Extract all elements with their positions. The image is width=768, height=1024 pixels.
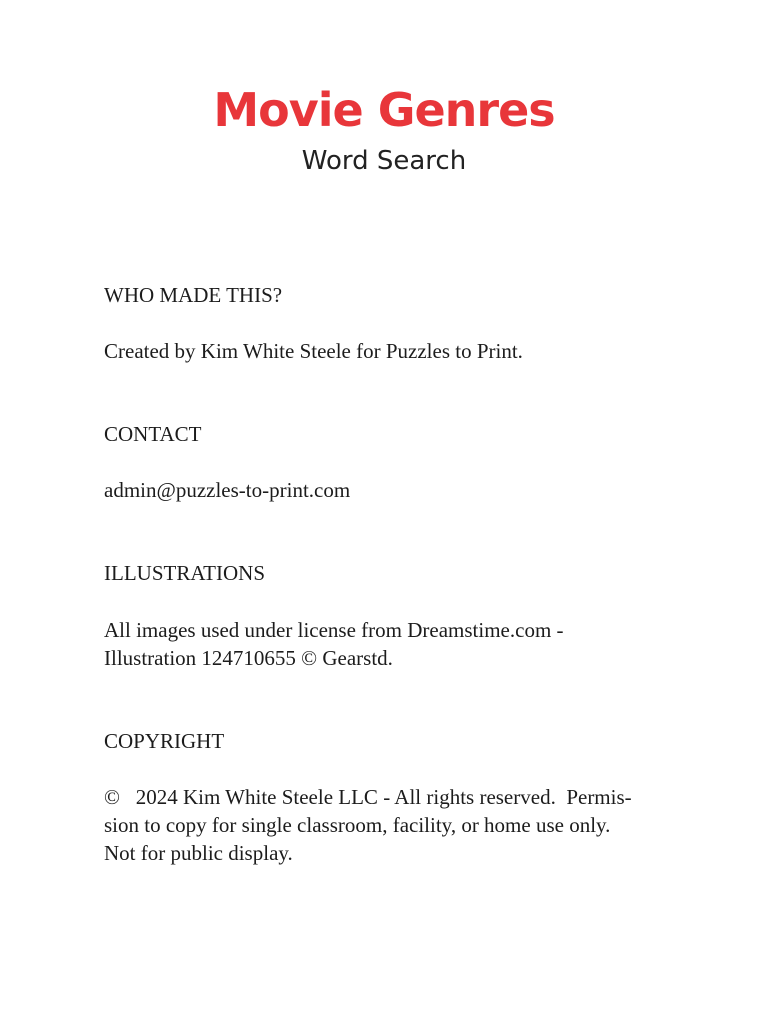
illustrations-text xyxy=(104,616,684,672)
illustrations-line: Illustration 124710655 © Gearstd. xyxy=(104,646,393,670)
copyright-line: Not for public display. xyxy=(104,841,293,865)
contact-email: admin@puzzles-to-print.com xyxy=(104,478,351,502)
illustrations-line: All images used under license from Dreamstime.com - xyxy=(104,618,564,642)
page-subtitle: Word Search xyxy=(301,146,467,176)
copyright-heading: COPYRIGHT xyxy=(104,729,225,753)
contact-heading: CONTACT xyxy=(104,422,202,446)
copyright-text xyxy=(104,783,684,867)
illustrations-heading: ILLUSTRATIONS xyxy=(104,561,265,585)
who-made-this-text: Created by Kim White Steele for Puzzles to Print. xyxy=(104,339,523,363)
copyright-line: © 2024 Kim White Steele LLC - All rights reserved. Permis- xyxy=(104,785,632,809)
who-made-this-heading: WHO MADE THIS? xyxy=(104,283,283,307)
copyright-line: sion to copy for single classroom, facility, or home use only. xyxy=(104,813,611,837)
page-title: Movie Genres xyxy=(213,83,555,137)
